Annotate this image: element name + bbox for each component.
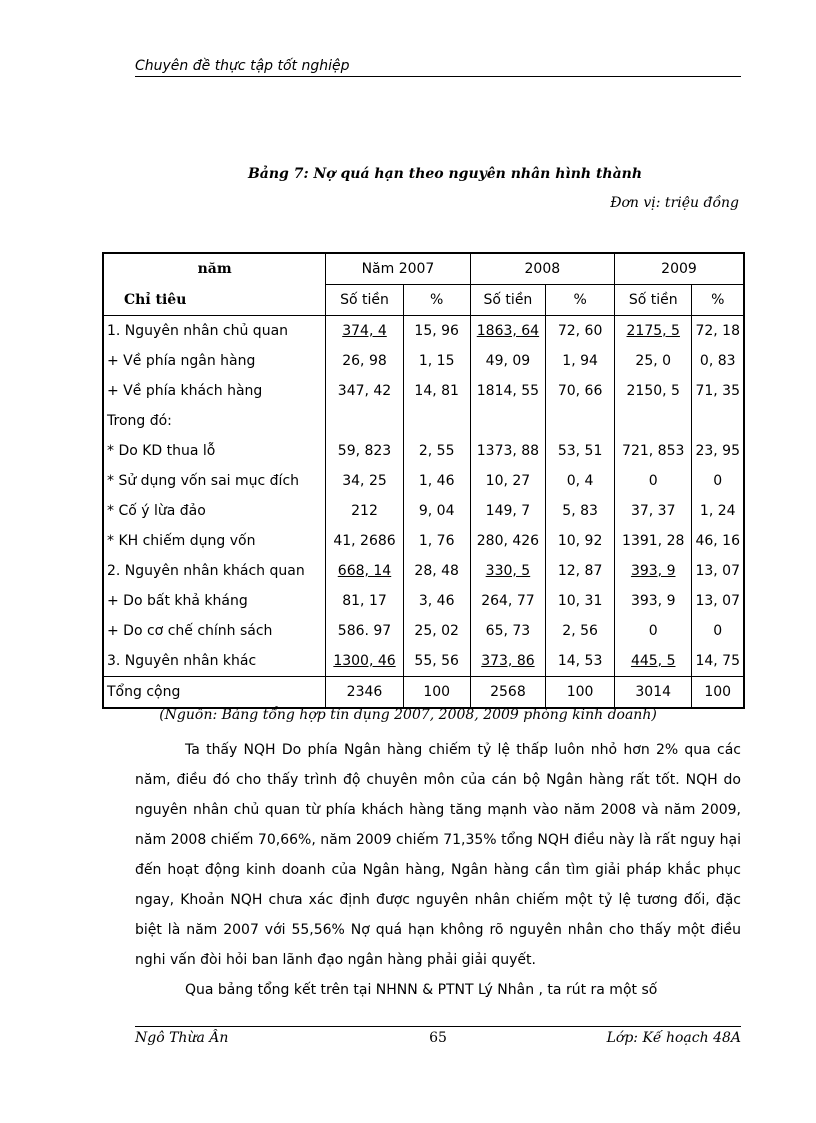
unit-label: Đơn vị: triệu đồng	[610, 195, 739, 211]
row-cell: 1, 24	[692, 496, 744, 526]
overdue-debt-table	[102, 252, 745, 709]
underlined-value: 374, 4	[342, 323, 387, 339]
row-cell: 10, 92	[546, 526, 615, 556]
row-cell: 1, 76	[403, 526, 470, 556]
underlined-value: 393, 9	[630, 563, 676, 579]
underlined-value: 2175, 5	[626, 323, 680, 339]
row-cell: 586. 97	[326, 616, 403, 646]
table-row	[103, 436, 744, 466]
row-cell: 13, 07	[692, 586, 744, 616]
total-cell: 2568	[470, 677, 546, 709]
table-row	[103, 316, 744, 347]
row-cell	[470, 316, 546, 347]
page-header	[135, 58, 741, 77]
row-label: * Do KD thua lỗ	[103, 436, 326, 466]
row-cell	[326, 556, 403, 586]
row-cell	[692, 406, 744, 436]
row-cell: 34, 25	[326, 466, 403, 496]
table-source: (Nguồn: Bảng tổng hợp tín dụng 2007, 2008, 2009 phòng kinh doanh)	[159, 707, 657, 723]
table-body	[103, 316, 744, 677]
row-cell	[470, 406, 546, 436]
underlined-value: 668, 14	[337, 563, 392, 579]
header-pct: %	[546, 285, 615, 316]
row-cell: 81, 17	[326, 586, 403, 616]
row-cell: 9, 04	[403, 496, 470, 526]
row-cell	[615, 646, 692, 677]
row-cell: 347, 42	[326, 376, 403, 406]
total-label: Tổng cộng	[103, 677, 326, 709]
row-cell: 25, 02	[403, 616, 470, 646]
total-cell: 100	[403, 677, 470, 709]
row-label: * Sử dụng vốn sai mục đích	[103, 466, 326, 496]
row-cell	[615, 556, 692, 586]
header-so-tien: Số tiền	[470, 285, 546, 316]
row-cell: 0, 4	[546, 466, 615, 496]
total-cell: 3014	[615, 677, 692, 709]
header-pct: %	[692, 285, 744, 316]
header-so-tien: Số tiền	[615, 285, 692, 316]
row-cell: 0	[615, 616, 692, 646]
row-cell: 0, 83	[692, 346, 744, 376]
row-cell: 71, 35	[692, 376, 744, 406]
underlined-value: 330, 5	[485, 563, 531, 579]
row-cell: 5, 83	[546, 496, 615, 526]
table-row	[103, 556, 744, 586]
row-cell: 1391, 28	[615, 526, 692, 556]
row-cell: 72, 18	[692, 316, 744, 347]
row-label: * Cố ý lừa đảo	[103, 496, 326, 526]
row-cell: 59, 823	[326, 436, 403, 466]
row-cell: 12, 87	[546, 556, 615, 586]
row-cell	[615, 406, 692, 436]
row-cell: 0	[692, 466, 744, 496]
header-nam: năm	[103, 253, 326, 285]
total-cell: 100	[692, 677, 744, 709]
table-title: Bảng 7: Nợ quá hạn theo nguyên nhân hình thành	[247, 166, 643, 182]
header-title: Chuyên đề thực tập tốt nghiệp	[135, 58, 350, 74]
row-label: 1. Nguyên nhân chủ quan	[103, 316, 326, 347]
row-cell	[470, 556, 546, 586]
table-title-block	[0, 163, 816, 182]
header-so-tien: Số tiền	[326, 285, 403, 316]
table-row	[103, 616, 744, 646]
table-row	[103, 466, 744, 496]
total-cell: 100	[546, 677, 615, 709]
row-cell	[326, 316, 403, 347]
row-label: + Về phía ngân hàng	[103, 346, 326, 376]
row-cell	[403, 406, 470, 436]
row-cell: 53, 51	[546, 436, 615, 466]
row-cell: 13, 07	[692, 556, 744, 586]
row-cell: 1, 94	[546, 346, 615, 376]
row-cell: 14, 53	[546, 646, 615, 677]
row-cell: 25, 0	[615, 346, 692, 376]
row-cell: 28, 48	[403, 556, 470, 586]
row-cell: 3, 46	[403, 586, 470, 616]
row-cell	[470, 646, 546, 677]
row-cell: 2, 55	[403, 436, 470, 466]
row-cell: 0	[692, 616, 744, 646]
row-label: * KH chiếm dụng vốn	[103, 526, 326, 556]
underlined-value: 1863, 64	[476, 323, 540, 339]
paragraph: Ta thấy NQH Do phía Ngân hàng chiếm tỷ lệ thấp luôn nhỏ hơn 2% qua các năm, điều đó cho thấy trình độ chuyên môn của cán bộ Ngân hàng rất tốt. NQH do nguyên nhân chủ quan từ phía khách hàng tăng mạnh vào năm 2008 và năm 2009, năm 2008 chiếm 70,66%, năm 2009 chiếm 71,35% tổng NQH điều này là rất nguy hại đến hoạt động kinh doanh của Ngân hàng, Ngân hàng cần tìm giải pháp khắc phục ngay, Khoản NQH chưa xác định được nguyên nhân chiếm một tỷ lệ tương đối, đặc biệt là năm 2007 với 55,56% Nợ quá hạn không rõ nguyên nhân cho thấy một điều nghi vấn đòi hỏi ban lãnh đạo ngân hàng phải giải quyết.	[135, 742, 741, 968]
footer-author: Ngô Thừa Ân	[135, 1030, 229, 1046]
row-cell: 212	[326, 496, 403, 526]
row-cell: 10, 31	[546, 586, 615, 616]
underlined-value: 373, 86	[481, 653, 535, 669]
header-year-2007: Năm 2007	[326, 253, 470, 285]
page-number: 65	[429, 1030, 447, 1046]
row-label: 2. Nguyên nhân khách quan	[103, 556, 326, 586]
row-cell	[546, 406, 615, 436]
row-label: + Do cơ chế chính sách	[103, 616, 326, 646]
row-cell: 49, 09	[470, 346, 546, 376]
row-cell: 2, 56	[546, 616, 615, 646]
row-cell: 1814, 55	[470, 376, 546, 406]
row-cell: 14, 81	[403, 376, 470, 406]
row-cell: 70, 66	[546, 376, 615, 406]
row-cell: 46, 16	[692, 526, 744, 556]
row-label: 3. Nguyên nhân khác	[103, 646, 326, 677]
row-cell: 393, 9	[615, 586, 692, 616]
row-cell: 264, 77	[470, 586, 546, 616]
table-row	[103, 586, 744, 616]
row-cell: 280, 426	[470, 526, 546, 556]
header-pct: %	[403, 285, 470, 316]
row-cell	[326, 406, 403, 436]
row-cell: 721, 853	[615, 436, 692, 466]
underlined-value: 1300, 46	[333, 653, 396, 669]
table-row	[103, 496, 744, 526]
row-cell: 41, 2686	[326, 526, 403, 556]
row-cell: 26, 98	[326, 346, 403, 376]
row-cell	[615, 316, 692, 347]
header-year-2008: 2008	[470, 253, 614, 285]
row-cell: 1373, 88	[470, 436, 546, 466]
header-chi-tieu: Chỉ tiêu	[103, 285, 326, 316]
row-cell: 14, 75	[692, 646, 744, 677]
paragraph: Qua bảng tổng kết trên tại NHNN & PTNT Lý Nhân , ta rút ra một số	[185, 982, 658, 998]
total-row	[103, 677, 744, 709]
row-cell: 1, 15	[403, 346, 470, 376]
row-cell: 1, 46	[403, 466, 470, 496]
row-label: + Về phía khách hàng	[103, 376, 326, 406]
table-row	[103, 526, 744, 556]
row-cell: 65, 73	[470, 616, 546, 646]
underlined-value: 445, 5	[630, 653, 676, 669]
row-cell: 15, 96	[403, 316, 470, 347]
row-cell: 23, 95	[692, 436, 744, 466]
header-year-2009: 2009	[615, 253, 745, 285]
header-row-columns	[103, 285, 744, 316]
table-row	[103, 646, 744, 677]
table-row	[103, 406, 744, 436]
footer-class: Lớp: Kế hoạch 48A	[606, 1030, 741, 1046]
row-cell: 72, 60	[546, 316, 615, 347]
row-cell: 37, 37	[615, 496, 692, 526]
table-row	[103, 376, 744, 406]
row-cell	[326, 646, 403, 677]
row-cell: 55, 56	[403, 646, 470, 677]
body-text	[135, 735, 741, 1005]
row-cell: 2150, 5	[615, 376, 692, 406]
row-cell: 149, 7	[470, 496, 546, 526]
table-row	[103, 346, 744, 376]
row-cell: 0	[615, 466, 692, 496]
page-footer	[135, 1026, 741, 1046]
row-label: + Do bất khả kháng	[103, 586, 326, 616]
row-cell: 10, 27	[470, 466, 546, 496]
row-label: Trong đó:	[103, 406, 326, 436]
header-row-years	[103, 253, 744, 285]
total-cell: 2346	[326, 677, 403, 709]
